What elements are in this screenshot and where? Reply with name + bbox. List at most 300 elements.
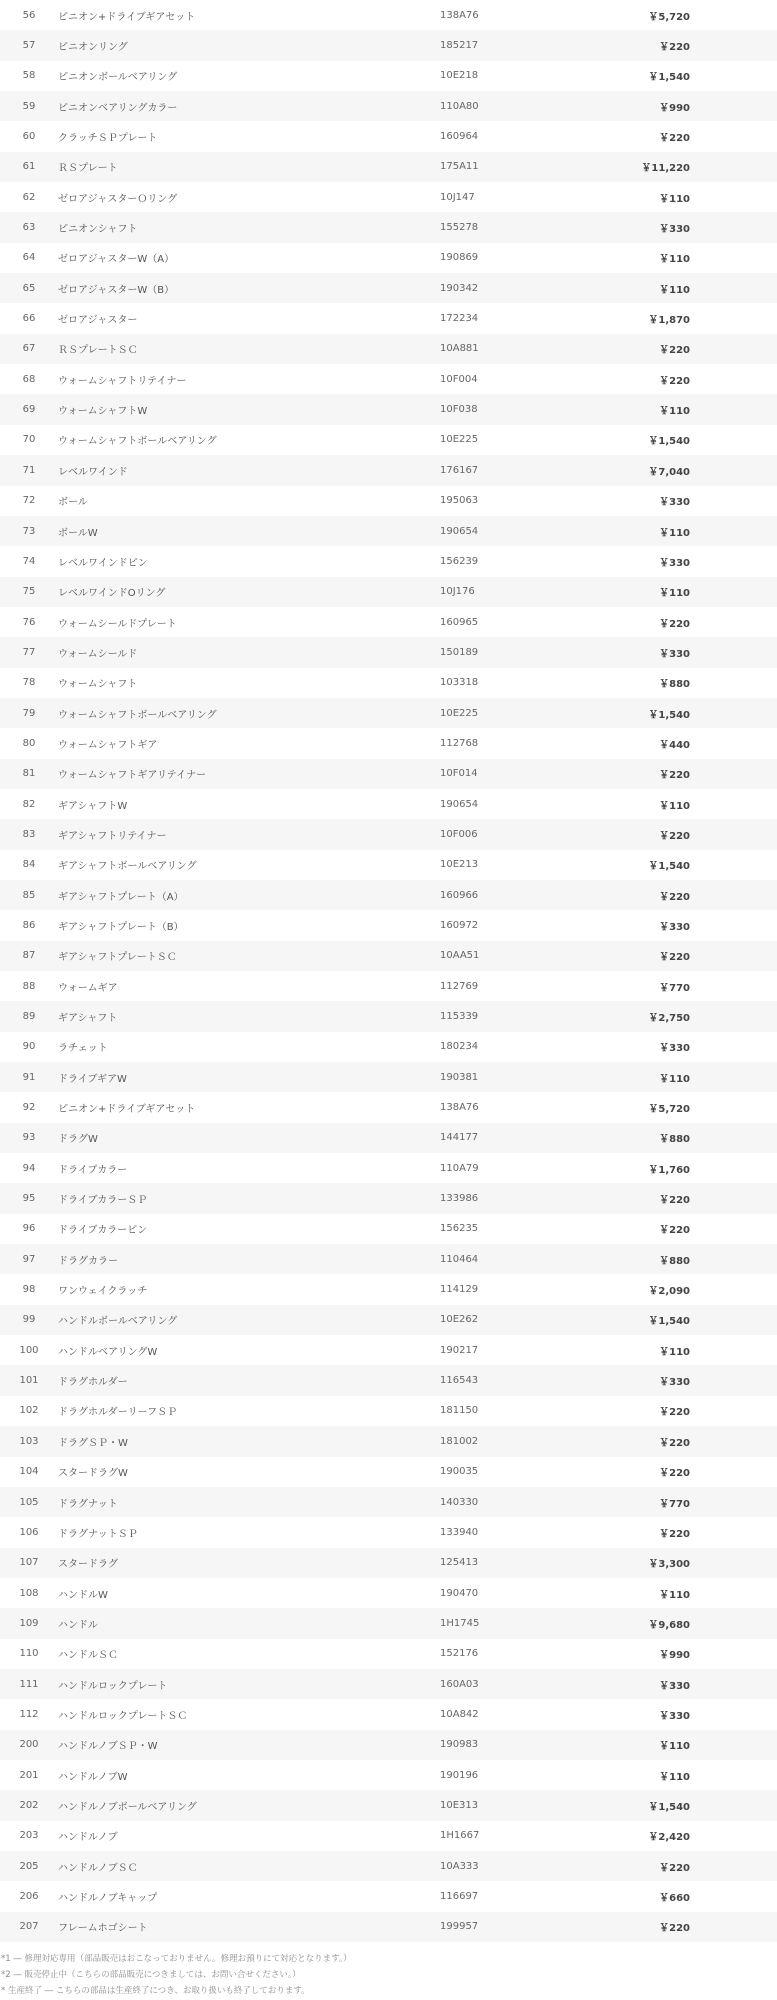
table-row	[0, 941, 777, 971]
part-code: 10F014	[440, 768, 478, 780]
part-name: ＲＳプレートＳＣ	[58, 345, 138, 357]
part-name: ハンドルノブＳＣ	[58, 1862, 138, 1874]
table-row	[0, 1912, 777, 1942]
part-price: ￥1,540	[648, 72, 690, 84]
part-price: ￥220	[659, 133, 690, 145]
part-name: ピニオンベアリングカラー	[58, 102, 178, 114]
part-code: 138A76	[440, 1102, 479, 1114]
part-number: 69	[22, 404, 36, 416]
part-number: 74	[22, 555, 36, 567]
part-number: 85	[22, 889, 36, 901]
table-row	[0, 121, 777, 151]
part-code: 156239	[440, 555, 479, 567]
row-spacer	[690, 486, 777, 516]
table-row	[0, 1214, 777, 1244]
part-name: ピニオン+ドライブギアセット	[58, 1104, 196, 1116]
row-spacer	[690, 1305, 777, 1335]
row-spacer	[690, 1699, 777, 1729]
row-spacer	[690, 1062, 777, 1092]
part-price: ￥220	[659, 375, 690, 387]
table-row	[0, 273, 777, 303]
part-code: 160965	[440, 616, 479, 628]
part-code: 175A11	[440, 161, 479, 173]
row-spacer	[690, 1760, 777, 1790]
part-code: 190342	[440, 282, 479, 294]
table-row	[0, 1092, 777, 1122]
part-name: ギアシャフトリテイナー	[58, 830, 167, 842]
table-row	[0, 1153, 777, 1183]
table-row	[0, 212, 777, 242]
part-number: 92	[22, 1102, 36, 1114]
part-price: ￥220	[659, 1407, 690, 1419]
table-row	[0, 1123, 777, 1153]
row-spacer	[690, 273, 777, 303]
part-code: 190217	[440, 1344, 479, 1356]
part-number: 58	[22, 70, 36, 82]
part-price: ￥330	[659, 1710, 690, 1722]
part-code: 185217	[440, 40, 479, 52]
part-name: ゼロアジャスターW（A）	[58, 254, 175, 266]
part-name: ドラグW	[58, 1134, 98, 1146]
part-code: 10F004	[440, 373, 478, 385]
part-name: ＲＳプレート	[58, 163, 118, 175]
part-name: ドライブカラーピン	[58, 1225, 148, 1237]
row-spacer	[690, 1821, 777, 1851]
table-row	[0, 303, 777, 333]
table-row	[0, 1669, 777, 1699]
part-name: ウォームシャフトW	[58, 406, 148, 418]
part-price: ￥220	[659, 1862, 690, 1874]
part-price: ￥1,540	[648, 436, 690, 448]
part-price: ￥110	[659, 800, 690, 812]
row-spacer	[690, 425, 777, 455]
part-name: クラッチＳＰプレート	[58, 133, 158, 145]
part-price: ￥220	[659, 1437, 690, 1449]
table-row	[0, 1730, 777, 1760]
row-spacer	[690, 1335, 777, 1365]
table-row	[0, 152, 777, 182]
part-code: 156235	[440, 1223, 479, 1235]
part-code: 10E218	[440, 70, 479, 82]
table-row	[0, 1851, 777, 1881]
part-code: 138A76	[440, 9, 479, 21]
part-price: ￥220	[659, 345, 690, 357]
part-name: ピニオンボールベアリング	[58, 72, 178, 84]
part-code: 110A80	[440, 100, 479, 112]
part-name: スタードラグW	[58, 1468, 128, 1480]
part-code: 10A333	[440, 1860, 479, 1872]
part-price: ￥2,750	[648, 1013, 690, 1025]
part-code: 112769	[440, 980, 479, 992]
part-price: ￥990	[659, 1650, 690, 1662]
table-row	[0, 1032, 777, 1062]
row-spacer	[690, 1669, 777, 1699]
part-number: 91	[22, 1071, 36, 1083]
part-code: 10J147	[440, 191, 475, 203]
part-name: ハンドルＳＣ	[58, 1650, 118, 1662]
part-code: 155278	[440, 222, 479, 234]
table-row	[0, 698, 777, 728]
part-code: 10E262	[440, 1314, 479, 1326]
part-code: 190654	[440, 798, 479, 810]
part-name: ハンドルノブボールベアリング	[58, 1801, 197, 1813]
part-code: 10E313	[440, 1799, 479, 1811]
part-name: ハンドルロックプレートＳＣ	[58, 1710, 188, 1722]
part-name: ウォームシャフトリテイナー	[58, 375, 187, 387]
part-price: ￥220	[659, 952, 690, 964]
part-price: ￥220	[659, 1923, 690, 1935]
part-name: ハンドルノブキャップ	[58, 1892, 158, 1904]
part-code: 180234	[440, 1041, 479, 1053]
row-spacer	[690, 1426, 777, 1456]
row-spacer	[690, 455, 777, 485]
row-spacer	[690, 880, 777, 910]
row-spacer	[690, 1123, 777, 1153]
part-price: ￥1,540	[648, 861, 690, 873]
table-row	[0, 910, 777, 940]
table-row	[0, 577, 777, 607]
part-number: 61	[22, 161, 36, 173]
row-spacer	[690, 1032, 777, 1062]
row-spacer	[690, 1851, 777, 1881]
row-spacer	[690, 546, 777, 576]
part-name: レベルワインドピン	[58, 557, 148, 569]
part-price: ￥220	[659, 1528, 690, 1540]
part-number: 59	[22, 100, 36, 112]
part-name: ギアシャフトプレート（B）	[58, 921, 184, 933]
part-number: 60	[22, 131, 36, 143]
part-code: 10F006	[440, 828, 478, 840]
part-price: ￥770	[659, 982, 690, 994]
part-code: 110464	[440, 1253, 479, 1265]
part-name: ギアシャフト	[58, 1013, 118, 1025]
part-name: ハンドルノブＳＰ・W	[58, 1741, 158, 1753]
part-name: ギアシャフトボールベアリング	[58, 861, 197, 873]
table-row	[0, 668, 777, 698]
part-number: 62	[22, 191, 36, 203]
part-price: ￥110	[659, 1771, 690, 1783]
part-name: ウォームシャフトボールベアリング	[58, 436, 217, 448]
row-spacer	[690, 364, 777, 394]
part-name: フレームホゴシート	[58, 1923, 148, 1935]
table-row	[0, 1608, 777, 1638]
part-name: ドライブギアW	[58, 1073, 127, 1085]
part-number: 93	[22, 1132, 36, 1144]
part-name: ピニオンシャフト	[58, 224, 138, 236]
part-number: 207	[19, 1921, 39, 1933]
row-spacer	[690, 1881, 777, 1911]
part-price: ￥330	[659, 648, 690, 660]
part-price: ￥330	[659, 1043, 690, 1055]
part-number: 201	[19, 1769, 39, 1781]
table-row	[0, 455, 777, 485]
footnotes	[0, 1951, 777, 1999]
row-spacer	[690, 789, 777, 819]
part-name: ハンドルW	[58, 1589, 108, 1601]
part-number: 103	[19, 1435, 39, 1447]
part-number: 108	[19, 1587, 39, 1599]
part-price: ￥1,760	[648, 1164, 690, 1176]
part-number: 112	[19, 1708, 39, 1720]
row-spacer	[690, 759, 777, 789]
table-row	[0, 1548, 777, 1578]
part-price: ￥2,420	[648, 1832, 690, 1844]
part-number: 90	[22, 1041, 36, 1053]
part-price: ￥110	[659, 193, 690, 205]
part-number: 57	[22, 40, 36, 52]
row-spacer	[690, 0, 777, 30]
part-code: 140330	[440, 1496, 479, 1508]
part-number: 66	[22, 313, 36, 325]
row-spacer	[690, 91, 777, 121]
part-number: 97	[22, 1253, 36, 1265]
part-name: スタードラグ	[58, 1559, 118, 1571]
part-number: 107	[19, 1557, 39, 1569]
part-number: 101	[19, 1375, 39, 1387]
row-spacer	[690, 182, 777, 212]
part-price: ￥110	[659, 1346, 690, 1358]
part-number: 87	[22, 950, 36, 962]
part-price: ￥1,870	[648, 315, 690, 327]
part-price: ￥440	[659, 739, 690, 751]
part-name: ウォームシールド	[58, 648, 138, 660]
part-code: 190470	[440, 1587, 479, 1599]
part-number: 89	[22, 1011, 36, 1023]
part-code: 160972	[440, 919, 479, 931]
part-code: 10AA51	[440, 950, 480, 962]
row-spacer	[690, 971, 777, 1001]
part-code: 110A79	[440, 1162, 479, 1174]
part-number: 84	[22, 859, 36, 871]
part-price: ￥11,220	[641, 163, 690, 175]
part-price: ￥9,680	[648, 1619, 690, 1631]
table-row	[0, 759, 777, 789]
part-price: ￥3,300	[648, 1559, 690, 1571]
part-number: 104	[19, 1466, 39, 1478]
part-price: ￥990	[659, 102, 690, 114]
table-row	[0, 1001, 777, 1031]
part-number: 98	[22, 1284, 36, 1296]
part-code: 133986	[440, 1193, 479, 1205]
table-row	[0, 1790, 777, 1820]
part-name: ドラグホルダー	[58, 1377, 128, 1389]
part-number: 83	[22, 828, 36, 840]
part-code: 112768	[440, 737, 479, 749]
part-number: 202	[19, 1799, 39, 1811]
footnote-discontinued: * 生産終了 ― こちらの部品は生産終了につき、お取り扱いも終了しております。	[1, 1986, 310, 1996]
row-spacer	[690, 1365, 777, 1395]
row-spacer	[690, 1274, 777, 1304]
part-code: 181150	[440, 1405, 479, 1417]
part-price: ￥110	[659, 284, 690, 296]
part-code: 190381	[440, 1071, 479, 1083]
table-row	[0, 1457, 777, 1487]
row-spacer	[690, 516, 777, 546]
part-price: ￥220	[659, 618, 690, 630]
part-number: 72	[22, 495, 36, 507]
part-number: 96	[22, 1223, 36, 1235]
row-spacer	[690, 1517, 777, 1547]
part-name: ハンドルノブ	[58, 1832, 118, 1844]
part-number: 94	[22, 1162, 36, 1174]
table-row	[0, 1274, 777, 1304]
part-number: 76	[22, 616, 36, 628]
part-name: ピニオン+ドライブギアセット	[58, 11, 196, 23]
part-price: ￥330	[659, 921, 690, 933]
part-number: 109	[19, 1617, 39, 1629]
part-name: ラチェット	[58, 1043, 108, 1055]
part-price: ￥220	[659, 1225, 690, 1237]
part-code: 116543	[440, 1375, 479, 1387]
part-code: 116697	[440, 1890, 479, 1902]
part-name: ウォームシャフトボールベアリング	[58, 709, 217, 721]
part-name: ウォームギア	[58, 982, 118, 994]
part-name: レベルワインドOリング	[58, 588, 166, 600]
row-spacer	[690, 577, 777, 607]
table-row	[0, 1699, 777, 1729]
part-code: 195063	[440, 495, 479, 507]
part-name: ハンドルベアリングW	[58, 1346, 158, 1358]
row-spacer	[690, 1396, 777, 1426]
table-row	[0, 1305, 777, 1335]
row-spacer	[690, 1487, 777, 1517]
part-price: ￥110	[659, 254, 690, 266]
part-code: 133940	[440, 1526, 479, 1538]
table-row	[0, 334, 777, 364]
part-code: 114129	[440, 1284, 479, 1296]
row-spacer	[690, 728, 777, 758]
footnote-repair-only: *1 ― 修理対応専用（部品販売はおこなっておりません。修理お預りにて対応となります。）	[1, 1954, 352, 1964]
part-price: ￥220	[659, 770, 690, 782]
table-row	[0, 364, 777, 394]
part-code: 115339	[440, 1011, 479, 1023]
part-name: ハンドルボールベアリング	[58, 1316, 178, 1328]
row-spacer	[690, 1608, 777, 1638]
part-name: ボール	[58, 497, 88, 509]
table-row	[0, 1639, 777, 1669]
part-name: ドラグＳＰ・W	[58, 1437, 128, 1449]
part-code: 10A881	[440, 343, 479, 355]
part-name: ゼロアジャスターＯリング	[58, 193, 178, 205]
row-spacer	[690, 1244, 777, 1274]
part-number: 203	[19, 1830, 39, 1842]
part-code: 190869	[440, 252, 479, 264]
part-name: ウォームシャフト	[58, 679, 138, 691]
part-code: 190654	[440, 525, 479, 537]
part-price: ￥220	[659, 1195, 690, 1207]
part-name: ハンドルノブW	[58, 1771, 128, 1783]
row-spacer	[690, 1457, 777, 1487]
part-number: 67	[22, 343, 36, 355]
part-price: ￥220	[659, 42, 690, 54]
part-price: ￥110	[659, 588, 690, 600]
table-row	[0, 880, 777, 910]
table-row	[0, 1335, 777, 1365]
part-price: ￥770	[659, 1498, 690, 1510]
part-number: 82	[22, 798, 36, 810]
part-number: 111	[19, 1678, 39, 1690]
table-row	[0, 182, 777, 212]
row-spacer	[690, 1153, 777, 1183]
part-name: レベルワインド	[58, 466, 128, 478]
part-code: 10F038	[440, 404, 478, 416]
row-spacer	[690, 607, 777, 637]
part-number: 71	[22, 464, 36, 476]
part-code: 150189	[440, 646, 479, 658]
part-number: 106	[19, 1526, 39, 1538]
row-spacer	[690, 303, 777, 333]
part-code: 160A03	[440, 1678, 479, 1690]
part-number: 68	[22, 373, 36, 385]
part-price: ￥1,540	[648, 709, 690, 721]
table-row	[0, 1578, 777, 1608]
table-row	[0, 1487, 777, 1517]
row-spacer	[690, 1183, 777, 1213]
part-price: ￥330	[659, 1680, 690, 1692]
part-code: 172234	[440, 313, 479, 325]
part-name: ゼロアジャスターW（B）	[58, 284, 175, 296]
row-spacer	[690, 394, 777, 424]
part-price: ￥880	[659, 1134, 690, 1146]
row-spacer	[690, 941, 777, 971]
row-spacer	[690, 819, 777, 849]
part-code: 144177	[440, 1132, 479, 1144]
part-name: ゼロアジャスター	[58, 315, 138, 327]
table-row	[0, 971, 777, 1001]
table-row	[0, 819, 777, 849]
part-code: 199957	[440, 1921, 479, 1933]
table-row	[0, 789, 777, 819]
part-name: ドライブカラーＳＰ	[58, 1195, 148, 1207]
part-code: 1H1745	[440, 1617, 480, 1629]
part-number: 77	[22, 646, 36, 658]
part-price: ￥880	[659, 1255, 690, 1267]
table-row	[0, 607, 777, 637]
part-price: ￥5,720	[648, 1104, 690, 1116]
part-name: ウォームシールドプレート	[58, 618, 177, 630]
part-name: ワンウェイクラッチ	[58, 1286, 148, 1298]
part-number: 70	[22, 434, 36, 446]
part-price: ￥110	[659, 406, 690, 418]
part-code: 10E225	[440, 707, 479, 719]
part-code: 10E213	[440, 859, 479, 871]
part-name: ギアシャフトプレート（A）	[58, 891, 184, 903]
part-name: ドラグナットＳＰ	[58, 1528, 138, 1540]
table-row	[0, 850, 777, 880]
footnote-sales-suspended: *2 ― 販売停止中（こちらの部品販売につきましては、お問い合せください。）	[1, 1970, 301, 1980]
part-name: ハンドルロックプレート	[58, 1680, 168, 1692]
table-row	[0, 1426, 777, 1456]
row-spacer	[690, 334, 777, 364]
part-price: ￥330	[659, 224, 690, 236]
table-row	[0, 486, 777, 516]
row-spacer	[690, 910, 777, 940]
part-price: ￥2,090	[648, 1286, 690, 1298]
table-row	[0, 394, 777, 424]
part-code: 190196	[440, 1769, 479, 1781]
part-price: ￥330	[659, 497, 690, 509]
part-price: ￥330	[659, 1377, 690, 1389]
part-name: ギアシャフトW	[58, 800, 128, 812]
part-price: ￥330	[659, 557, 690, 569]
part-code: 190035	[440, 1466, 479, 1478]
part-name: ドラグナット	[58, 1498, 118, 1510]
table-row	[0, 1244, 777, 1274]
part-number: 63	[22, 222, 36, 234]
part-name: ウォームシャフトギア	[58, 739, 158, 751]
table-row	[0, 1396, 777, 1426]
table-row	[0, 0, 777, 30]
